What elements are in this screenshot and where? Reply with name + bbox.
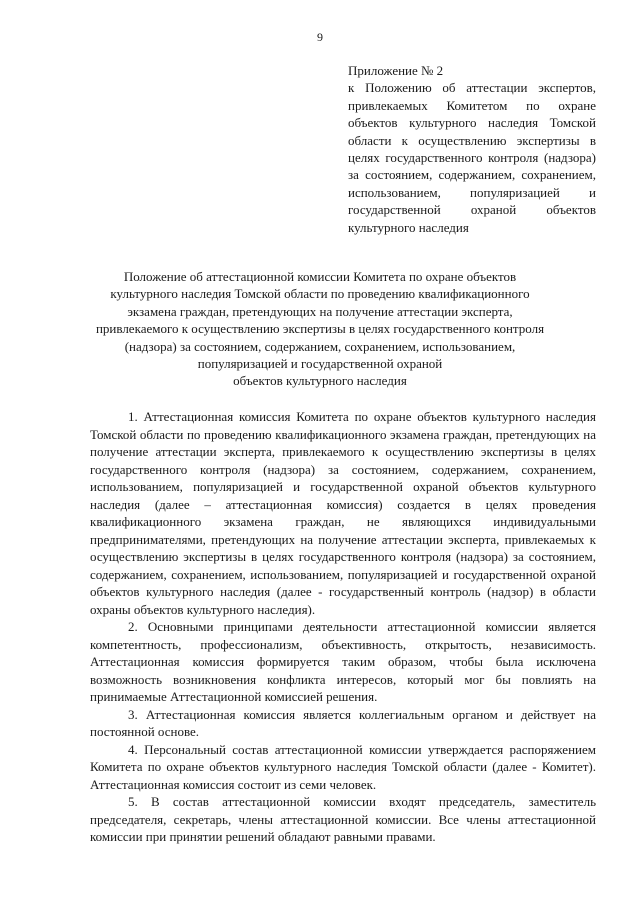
page-number: 9 bbox=[317, 30, 323, 44]
appendix-body: к Положению об аттестации экспертов, привлекаемых Комитетом по охране объектов культурного наследия Томской области к осуществлению экспертизы в целях государственного контроля (надзора) за состоянием, содержанием, сохранением, использованием, популяризацией и государственной охраной объектов культурного наследия bbox=[348, 80, 596, 235]
paragraph-4: 4. Персональный состав аттестационной комиссии утверждается распоряжением Комитета по охране объектов культурного наследия Томской области (далее - Комитет). Аттестационная комиссия состоит из семи человек. bbox=[90, 741, 596, 792]
appendix-header bbox=[348, 62, 596, 236]
paragraph-5: 5. В состав аттестационной комиссии входят председатель, заместитель председателя, секретарь, члены аттестационной комиссии. Все члены аттестационной комиссии при принятии решений обладают равными правами. bbox=[90, 794, 596, 844]
title-line: Положение об аттестационной комиссии Комитета по охране объектов bbox=[123, 269, 517, 284]
paragraph-3: 3. Аттестационная комиссия является коллегиальным органом и действует на постоянной основе. bbox=[90, 706, 596, 739]
title-line: популяризацией и государственной охраной bbox=[197, 356, 443, 372]
title-line: (надзора) за состоянием, содержанием, сохранением, использованием, bbox=[124, 338, 516, 354]
paragraph-1: 1. Аттестационная комиссия Комитета по охране объектов культурного наследия Томской области по проведению квалификационного экзамена граждан, претендующих на получение аттестации эксперта, привлекаемого к осуществлению экспертизы в целях государственного контроля (надзора) за состоянием, содержанием, сохранением, использованием, популяризацией и государственной охраной объектов культурного наследия (далее – аттестационная комиссия) создается в целях проведения квалификационного экзамена граждан, не являющихся индивидуальными предпринимателями, претендующих на получение аттестации эксперта, привлекаемых к осуществлению экспертизы в целях государственного контроля (надзора) за состоянием, содержанием, сохранением, использованием, популяризацией и государственной охраной объектов культурного наследия (далее - государственный контроль (надзор) в области охраны объектов культурного наследия). bbox=[90, 409, 596, 617]
document-title bbox=[90, 268, 550, 390]
title-line: культурного наследия Томской области по проведению квалификационного bbox=[110, 286, 530, 302]
paragraph-2: 2. Основными принципами деятельности аттестационной комиссии является компетентность, профессионализм, объективность, открытость, независимость. Аттестационная комиссия формируется таким образом, чтобы была исключена возможность возникновения конфликта интересов, который мог бы повлиять на принимаемые Аттестационной комиссией решения. bbox=[90, 619, 596, 704]
title-line: объектов культурного наследия bbox=[233, 373, 407, 389]
appendix-title: Приложение № 2 bbox=[348, 63, 444, 78]
title-line: экзамена граждан, претендующих на получение аттестации эксперта, bbox=[127, 303, 513, 319]
document-body bbox=[90, 408, 596, 846]
title-line: привлекаемого к осуществлению экспертизы в целях государственного контроля bbox=[95, 321, 545, 337]
